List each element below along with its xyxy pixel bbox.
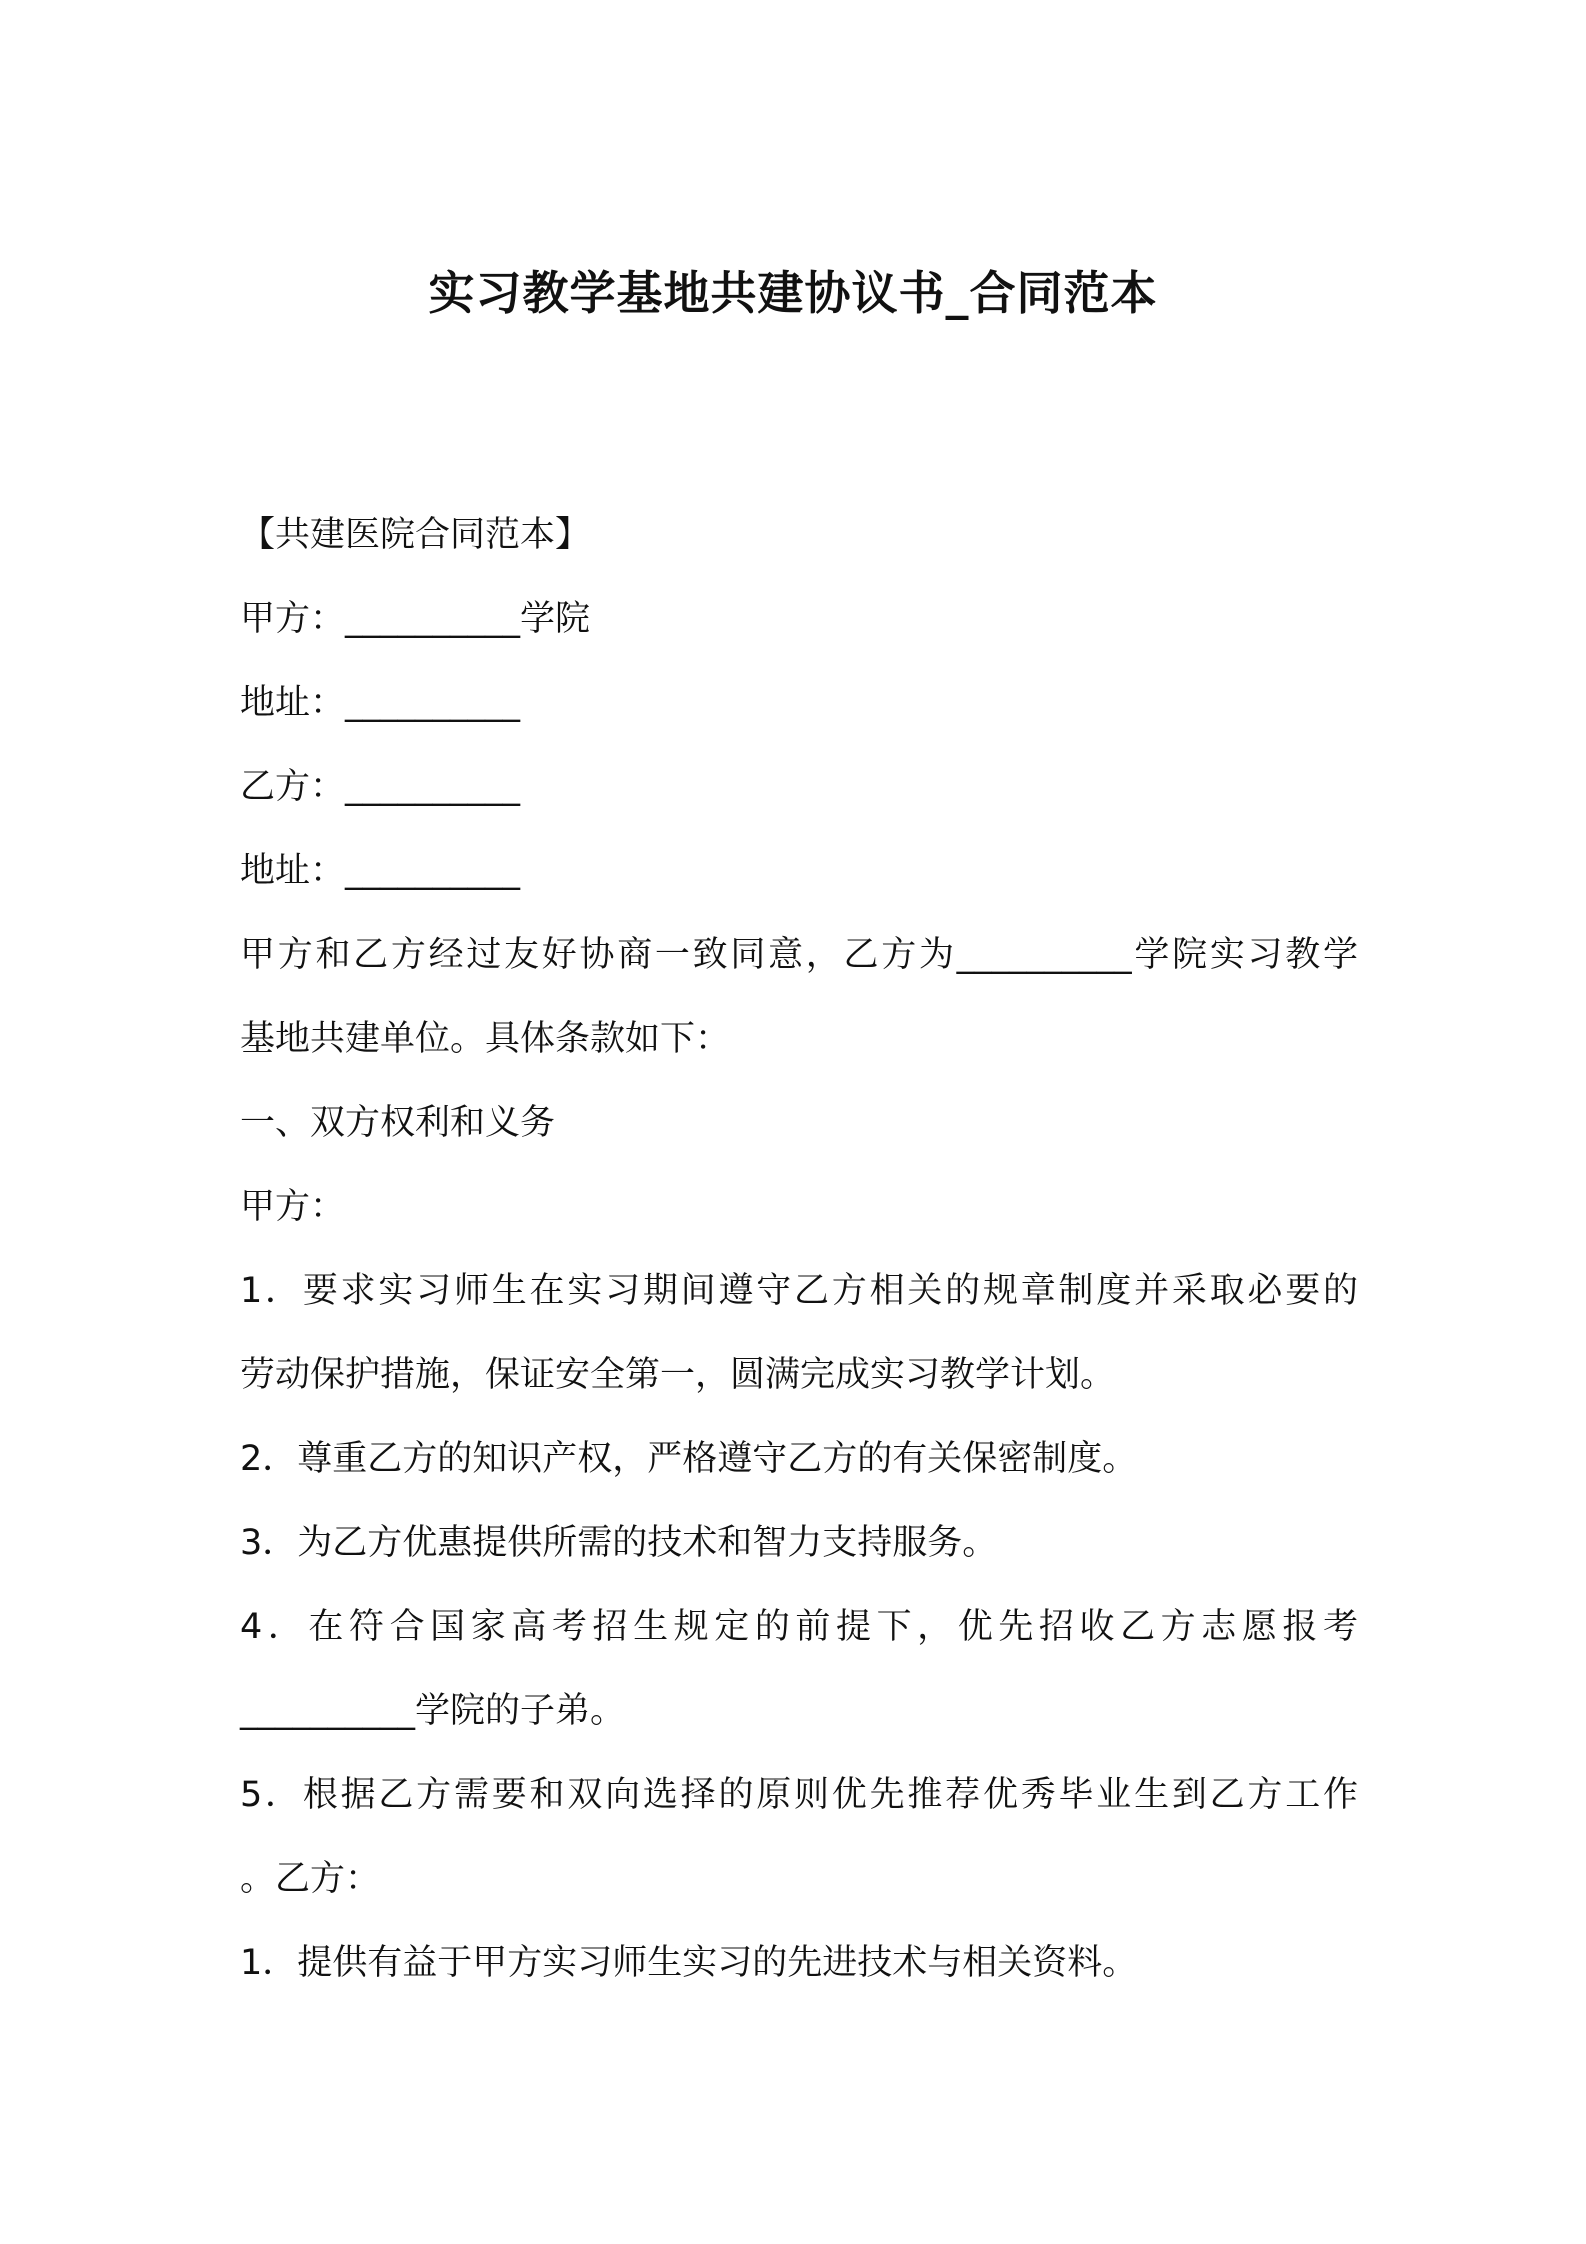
party-a-item-4-line-1: 4．在符合国家高考招生规定的前提下，优先招收乙方志愿报考 (240, 1607, 1358, 1647)
party-a-item-4-line-2: __________学院的子弟。 (240, 1691, 626, 1731)
section-heading: 【共建医院合同范本】 (240, 515, 591, 555)
party-a-item-1-line-1: 1．要求实习师生在实习期间遵守乙方相关的规章制度并采取必要的 (240, 1271, 1358, 1311)
party-a-item-5-line-1: 5．根据乙方需要和双向选择的原则优先推荐优秀毕业生到乙方工作 (240, 1775, 1358, 1815)
party-b-subheading: 。乙方： (240, 1859, 381, 1899)
party-b-line: 乙方：__________ (240, 767, 521, 807)
party-a-item-2: 2．尊重乙方的知识产权，严格遵守乙方的有关保密制度。 (240, 1439, 1138, 1479)
party-a-address-line: 地址：__________ (240, 683, 521, 723)
party-a-item-3: 3．为乙方优惠提供所需的技术和智力支持服务。 (240, 1523, 998, 1563)
agreement-intro-line-1: 甲方和乙方经过友好协商一致同意，乙方为__________学院实习教学 (240, 935, 1358, 975)
party-a-subheading: 甲方： (240, 1187, 346, 1227)
party-b-item-1: 1．提供有益于甲方实习师生实习的先进技术与相关资料。 (240, 1943, 1138, 1983)
document-title: 实习教学基地共建协议书_合同范本 (428, 266, 1158, 320)
party-b-address-line: 地址：__________ (240, 851, 521, 891)
document-body (240, 493, 1358, 2005)
agreement-intro-line-2: 基地共建单位。具体条款如下： (240, 1019, 731, 1059)
party-a-item-1-line-2: 劳动保护措施，保证安全第一，圆满完成实习教学计划。 (240, 1355, 1116, 1395)
party-a-line: 甲方：__________学院 (240, 599, 591, 639)
clause-heading-rights: 一、双方权利和义务 (240, 1103, 556, 1143)
